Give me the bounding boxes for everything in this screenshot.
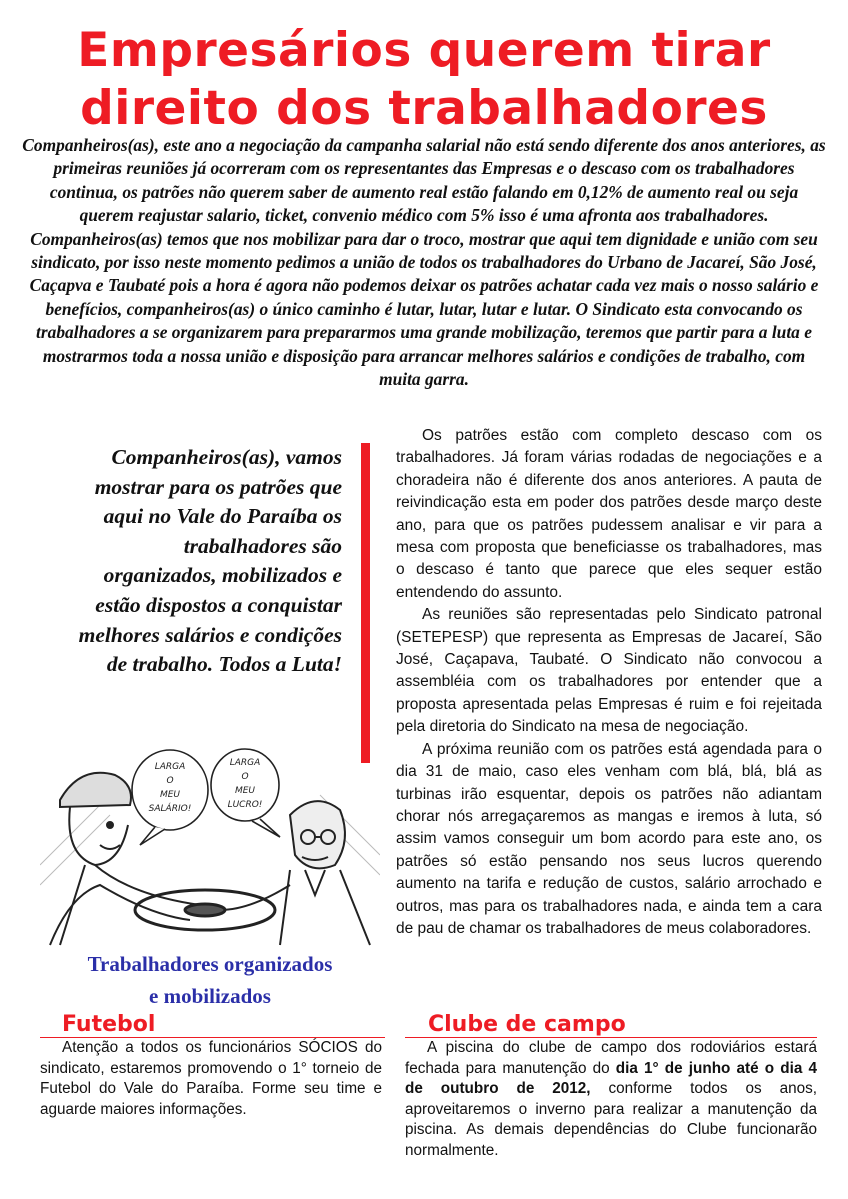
bubble-left-line-4: SALÁRIO! — [148, 804, 192, 814]
bubble-right-line-1: LARGA — [229, 758, 261, 768]
cartoon-illustration — [40, 745, 380, 950]
cartoon-caption — [40, 948, 380, 1012]
bubble-right-line-3: MEU — [234, 786, 256, 796]
article-body — [396, 425, 822, 940]
clube-text — [405, 1038, 817, 1162]
headline — [0, 22, 848, 138]
article-paragraph-2: As reuniões são representadas pelo Sindicato patronal (SETEPESP) que representa as Empresas de Jacareí, São José, Caçapava, Taubaté. O Sindicato não convocou a assembléia com os trabalhadores por entender que a proposta apresentada pelas Empresas é ruim e foi rejeitada pela diretoria do Sindicato na mesa de negociação. — [396, 606, 822, 736]
headline-line-1: Empresários querem tirar — [77, 23, 771, 78]
bubble-left-line-3: MEU — [159, 790, 181, 800]
caption-line-1: Trabalhadores organizados — [87, 952, 333, 976]
callout-quote: Companheiros(as), vamos mostrar para os patrões que aqui no Vale do Paraíba os trabalhadores são organizados, mobilizados e estão dispostos a conquistar melhores salários e condições de trabalho. Todos a Luta! — [78, 445, 342, 677]
article-paragraph-1: Os patrões estão com completo descaso com os trabalhadores. Já foram várias rodadas de negociações e a choradeira não é diferente dos anos anteriores. A pauta de reivindicação esta em poder dos patrões desde março deste ano, para que os patrões pudessem analisar e vir para a mesa com proposta que beneficiasse os trabalhadores, mas o descaso é tanto que parece que eles sequer estão entendendo do assunto. — [396, 427, 822, 601]
clube-text-after: conforme todos os anos, aproveitaremos o inverno para realizar a manutenção da piscina. As demais dependências do Clube funcionarão normalmente. — [405, 1080, 817, 1159]
clube-title: Clube de campo — [428, 1012, 626, 1037]
steering-wheel — [135, 890, 275, 930]
callout-red-bar — [361, 443, 370, 763]
bubble-right-line-2: O — [241, 772, 249, 782]
bubble-left-line-1: LARGA — [154, 762, 186, 772]
futebol-title: Futebol — [62, 1012, 156, 1037]
intro-paragraph: Companheiros(as), este ano a negociação da campanha salarial não está sendo diferente dos anos anteriores, as primeiras reuniões já ocorreram com os representantes das Empresas e o descaso com os trabalhadores continua, os patrões não querem saber de aumento real estão falando em 0,12% de aumento real ou seja querem reajustar salario, ticket, convenio médico com 5% isso é uma afronta aos trabalhadores. Companheiros(as) temos que nos mobilizar para dar o troco, mostrar que aqui tem dignidade e união com seu sindicato, por isso neste momento pedimos a união de todos os trabalhadores do Urbano de Jacareí, São José, Caçapva e Taubaté pois a hora é agora não podemos deixar os patrões achatar cada vez mais o nosso salário e benefícios, companheiros(as) o único caminho é lutar, lutar, lutar e lutar. O Sindicato esta convocando os trabalhadores a se organizarem para prepararmos uma grande mobilização, teremos que partir para a luta e mostrarmos toda a nossa união e disposição para arrancar melhores salários e condições de trabalho, com muita garra. — [22, 135, 826, 390]
bubble-left-line-2: O — [166, 776, 174, 786]
clube-dates: dia 1° de junho até o dia 4 de outubro de 2012, — [405, 1059, 817, 1098]
futebol-text: Atenção a todos os funcionários SÓCIOS do sindicato, estaremos promovendo o 1° torneio de Futebol do Vale do Paraíba. Forme seu time e aguarde maiores informações. — [40, 1039, 382, 1118]
headline-line-2: direito dos trabalhadores — [80, 81, 768, 136]
article-paragraph-3: A próxima reunião com os patrões está agendada para o dia 31 de maio, caso eles venham com blá, blá, blá as turbinas irão esquentar, depois os patrões não adiantam chorar nós arregaçaremos as mangas e iremos à luta, só assim vamos conseguir um bom acordo para este ano, os patrões só estão pensando nos seus lucros querendo aumento na tarifa e redução de custos, salário arrochado e outros, mas para os trabalhadores nada, e ainda tem a cara de pau de chamar os trabalhadores de meus colaboradores. — [396, 740, 822, 937]
clube-text-before: A piscina do clube de campo dos rodoviários estará fechada para manutenção do — [405, 1039, 817, 1077]
bubble-right-line-4: LUCRO! — [227, 800, 263, 810]
caption-line-2: e mobilizados — [149, 984, 271, 1008]
